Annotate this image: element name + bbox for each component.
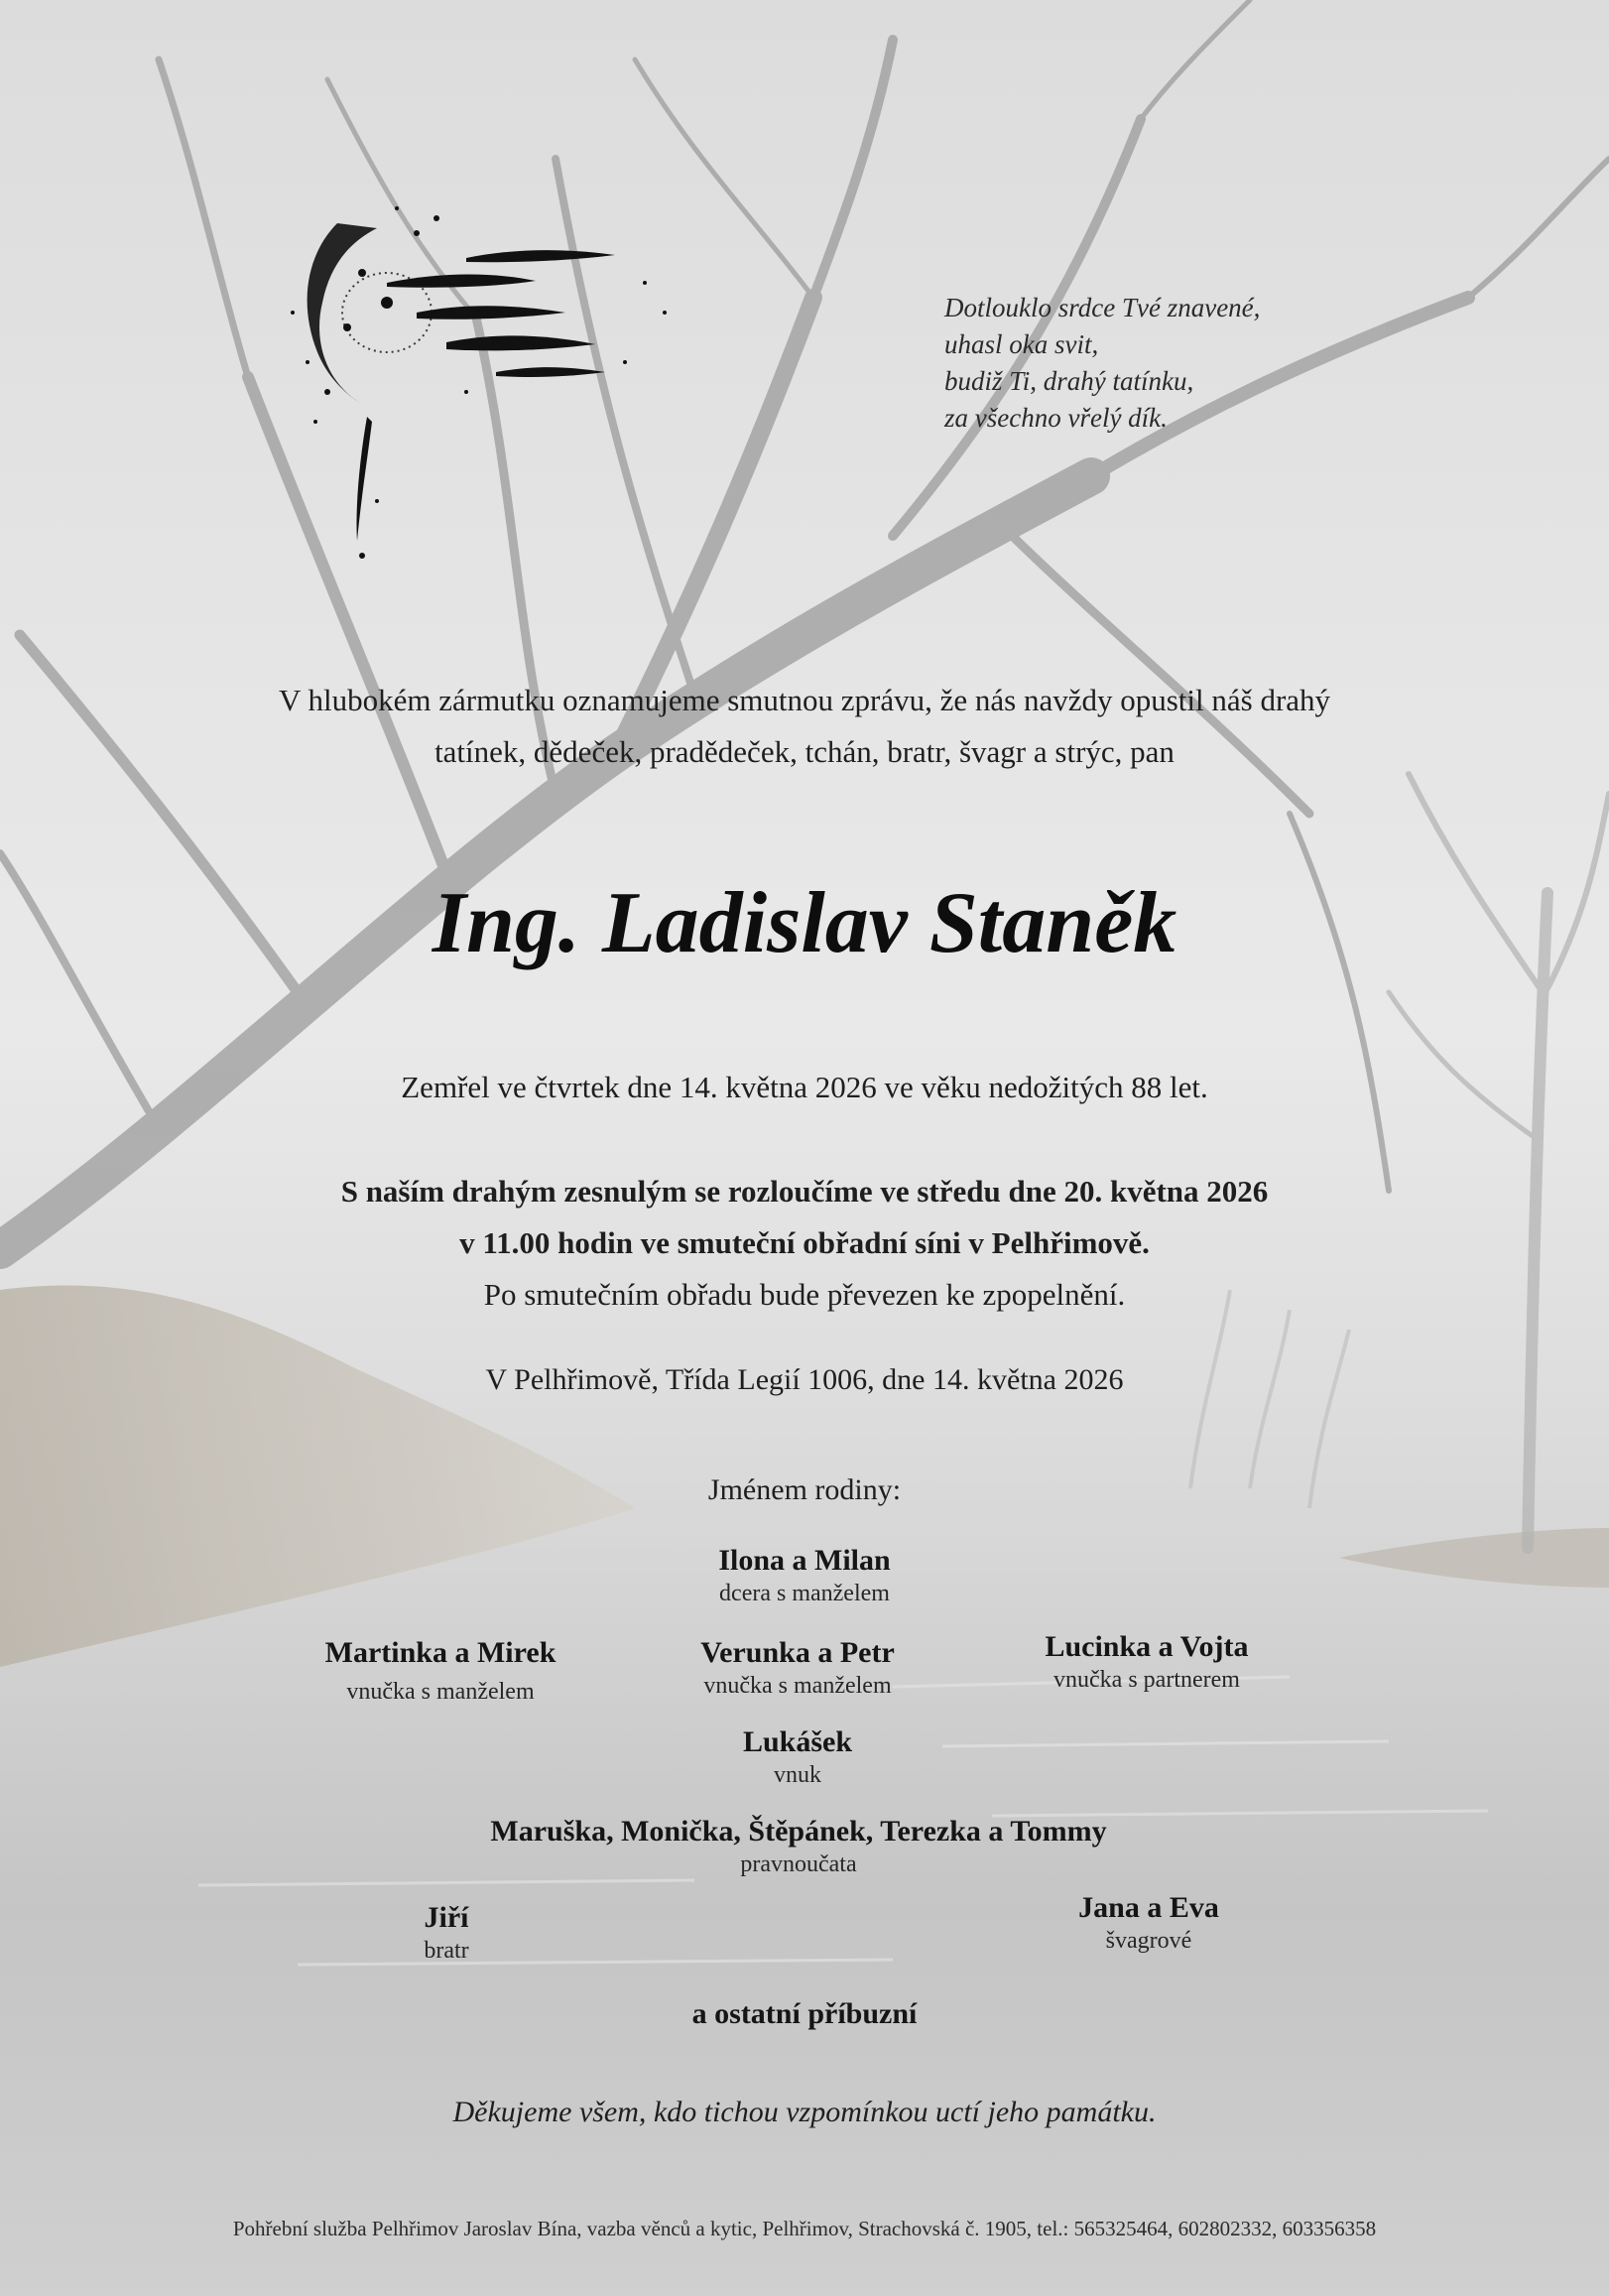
family-member bbox=[599, 1724, 996, 1790]
member-role: švagrové bbox=[1105, 1928, 1192, 1954]
death-info: Zemřel ve čtvrtek dne 14. května 2026 ve věku nedožitých 88 let. bbox=[401, 1070, 1208, 1104]
member-role: vnučka s partnerem bbox=[1053, 1667, 1240, 1693]
family-member bbox=[1000, 1890, 1298, 1956]
member-name: Jiří bbox=[424, 1901, 469, 1934]
member-role: vnučka s manželem bbox=[346, 1679, 535, 1705]
family-member bbox=[358, 1814, 1239, 1879]
member-name: Martinka a Mirek bbox=[324, 1636, 557, 1669]
poem-line: Dotlouklo srdce Tvé znavené, bbox=[944, 293, 1261, 322]
member-role: vnuk bbox=[774, 1762, 821, 1788]
sun-ink-symbol bbox=[268, 164, 744, 571]
member-name: Jana a Eva bbox=[1078, 1891, 1219, 1924]
intro-line: V hlubokém zármutku oznamujeme smutnou zprávu, že nás navždy opustil náš drahý bbox=[278, 683, 1331, 717]
family-member bbox=[606, 1543, 1003, 1608]
poem-line: za všechno vřelý dík. bbox=[944, 403, 1168, 433]
intro-line: tatínek, dědeček, pradědeček, tchán, bratr, švagr a strýc, pan bbox=[434, 734, 1175, 769]
deceased-name: Ing. Ladislav Staněk bbox=[432, 875, 1177, 971]
farewell-line-2: v 11.00 hodin ve smuteční obřadní síni v Pelhřimově. bbox=[459, 1225, 1150, 1260]
poem-line: budiž Ti, drahý tatínku, bbox=[944, 366, 1194, 396]
family-member bbox=[948, 1629, 1345, 1695]
family-member bbox=[599, 1635, 996, 1701]
member-role: vnučka s manželem bbox=[703, 1673, 892, 1699]
member-role: dcera s manželem bbox=[719, 1581, 890, 1606]
family-member bbox=[298, 1900, 595, 1966]
member-name: Ilona a Milan bbox=[718, 1544, 891, 1577]
announcement-intro bbox=[0, 675, 1609, 778]
poem bbox=[944, 290, 1260, 437]
member-role: bratr bbox=[424, 1938, 469, 1964]
member-name: Verunka a Petr bbox=[700, 1636, 895, 1669]
member-role: pravnoučata bbox=[740, 1851, 857, 1877]
member-name: Maruška, Monička, Štěpánek, Terezka a Tommy bbox=[490, 1815, 1107, 1848]
place-date: V Pelhřimově, Třída Legií 1006, dne 14. května 2026 bbox=[485, 1363, 1124, 1396]
other-relatives: a ostatní příbuzní bbox=[691, 1997, 918, 2030]
farewell-line-1: S naším drahým zesnulým se rozloučíme ve středu dne 20. května 2026 bbox=[340, 1174, 1269, 1209]
farewell-info bbox=[0, 1166, 1609, 1321]
funeral-service-footer: Pohřební služba Pelhřimov Jaroslav Bína, vazba věnců a kytic, Pelhřimov, Strachovská č. 1905, tel.: 565325464, 602802332, 603356358 bbox=[232, 2217, 1377, 2240]
family-member bbox=[242, 1635, 639, 1707]
poem-line: uhasl oka svit, bbox=[944, 329, 1099, 359]
family-heading: Jménem rodiny: bbox=[707, 1473, 902, 1506]
thanks-line: Děkujeme všem, kdo tichou vzpomínkou uctí jeho památku. bbox=[452, 2096, 1157, 2128]
member-name: Lukášek bbox=[742, 1725, 853, 1758]
farewell-line-3: Po smutečním obřadu bude převezen ke zpopelnění. bbox=[483, 1277, 1126, 1312]
member-name: Lucinka a Vojta bbox=[1045, 1630, 1249, 1663]
